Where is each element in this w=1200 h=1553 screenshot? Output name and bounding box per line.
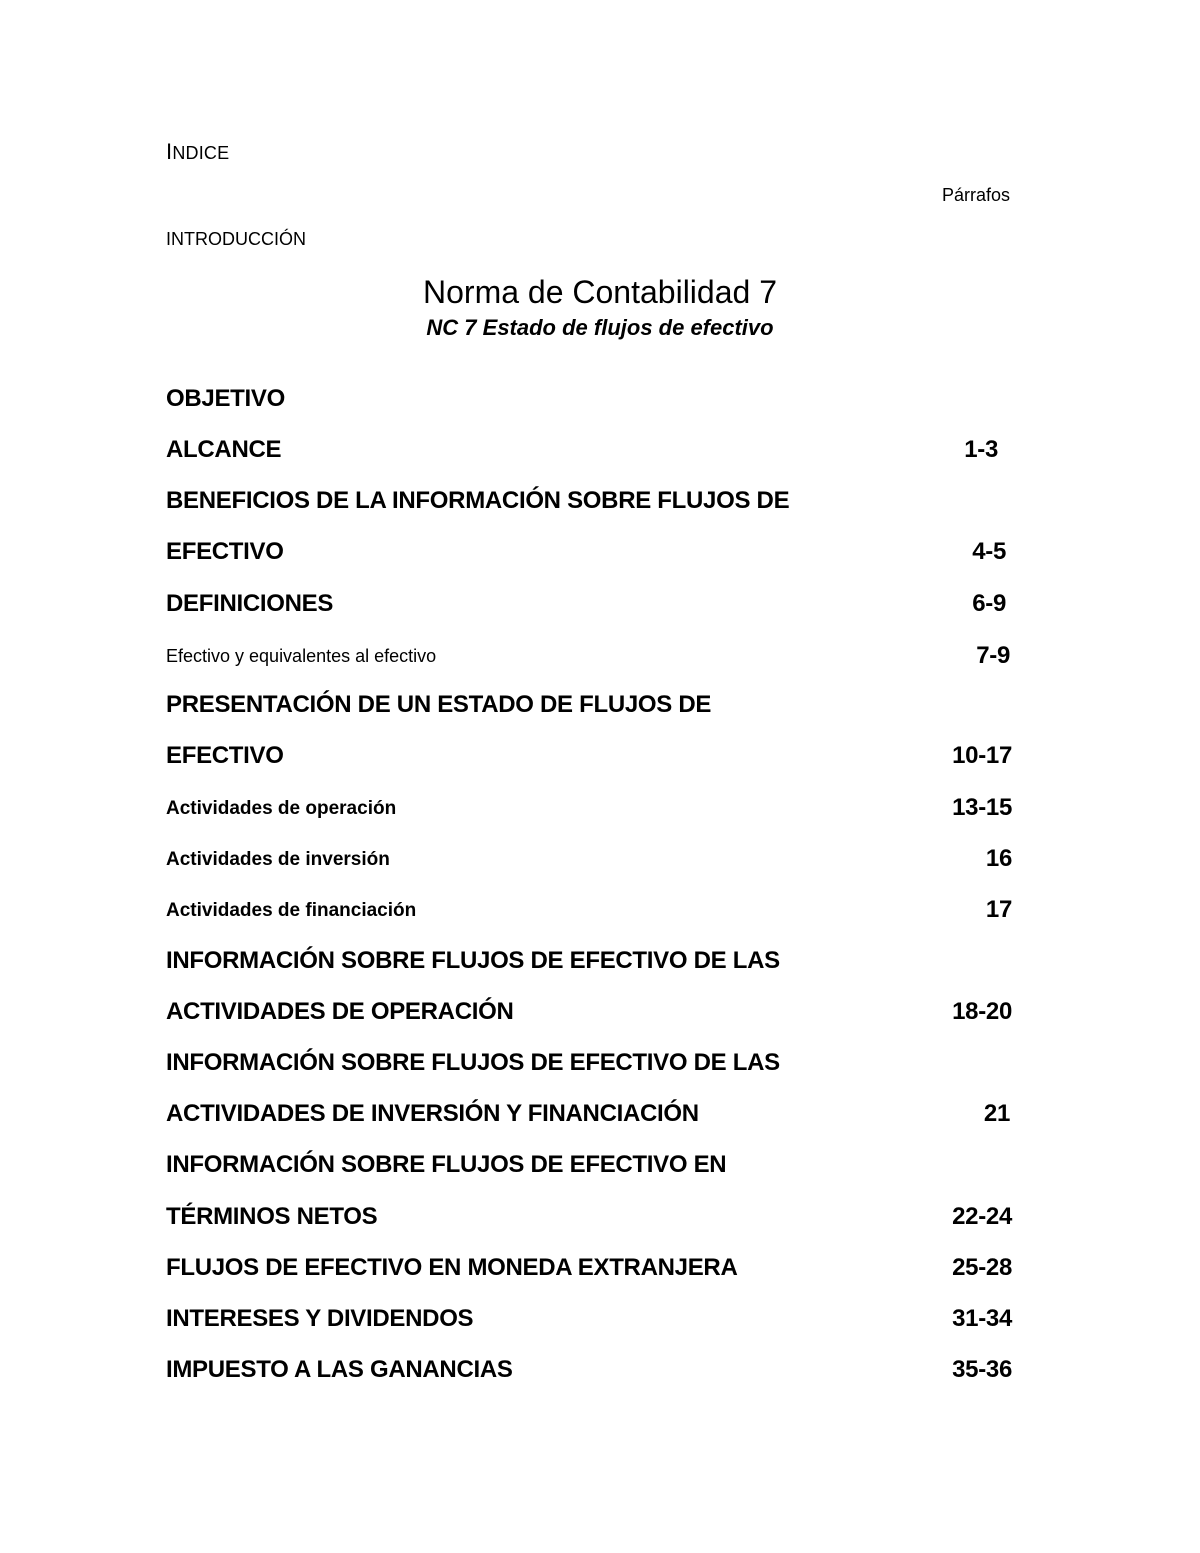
introduction-label: INTRODUCCIÓN [166,229,306,249]
toc-actividades-financiacion-label: Actividades de financiación [166,900,417,921]
toc-objetivo-label: OBJETIVO [166,385,285,412]
toc-presentacion-paragraphs: 10-17 [952,742,1012,769]
toc-info-netos-paragraphs: 22-24 [952,1203,1012,1230]
toc-alcance-label: ALCANCE [166,436,282,463]
toc-actividades-operacion-paragraphs: 13-15 [952,794,1012,821]
toc-actividades-inversion-paragraphs: 16 [985,845,1012,872]
index-heading-initial: I [166,139,173,164]
toc-beneficios-label-line1: BENEFICIOS DE LA INFORMACIÓN SOBRE FLUJOS DE [166,487,790,514]
toc-moneda-extranjera-paragraphs: 25-28 [952,1254,1012,1281]
toc-efectivo-equivalentes-label: Efectivo y equivalentes al efectivo [166,646,437,666]
document-subtitle: NC 7 Estado de flujos de efectivo [426,315,774,340]
toc-impuesto-label: IMPUESTO A LAS GANANCIAS [166,1356,513,1383]
toc-beneficios-paragraphs: 4-5 [972,538,1006,565]
toc-presentacion-label-line2: EFECTIVO [166,742,284,769]
toc-actividades-inversion-label: Actividades de inversión [166,849,390,870]
toc-info-netos-label-line1: INFORMACIÓN SOBRE FLUJOS DE EFECTIVO EN [166,1151,727,1178]
toc-intereses-label: INTERESES Y DIVIDENDOS [166,1305,474,1332]
toc-actividades-operacion-label: Actividades de operación [166,798,397,819]
toc-info-inversion-paragraphs: 21 [983,1100,1010,1127]
toc-definiciones-label: DEFINICIONES [166,590,334,617]
toc-definiciones-paragraphs: 6-9 [972,590,1006,617]
toc-intereses-paragraphs: 31-34 [952,1305,1012,1332]
index-heading-rest: NDICE [172,143,230,163]
toc-info-inversion-label-line1: INFORMACIÓN SOBRE FLUJOS DE EFECTIVO DE LAS [166,1049,780,1076]
toc-beneficios-label-line2: EFECTIVO [166,538,284,565]
toc-efectivo-equivalentes-paragraphs: 7-9 [976,642,1010,669]
document-title: Norma de Contabilidad 7 [423,274,777,310]
toc-info-operacion-label-line1: INFORMACIÓN SOBRE FLUJOS DE EFECTIVO DE LAS [166,947,780,974]
toc-info-operacion-label-line2: ACTIVIDADES DE OPERACIÓN [166,998,514,1025]
paragraphs-column-header: Párrafos [942,185,1011,205]
toc-info-operacion-paragraphs: 18-20 [952,998,1012,1025]
toc-impuesto-paragraphs: 35-36 [952,1356,1012,1383]
index-heading [166,139,229,165]
toc-alcance-paragraphs: 1-3 [964,436,998,463]
toc-presentacion-label-line1: PRESENTACIÓN DE UN ESTADO DE FLUJOS DE [166,691,712,718]
toc-actividades-financiacion-paragraphs: 17 [985,896,1012,923]
toc-info-netos-label-line2: TÉRMINOS NETOS [166,1203,378,1230]
toc-moneda-extranjera-label: FLUJOS DE EFECTIVO EN MONEDA EXTRANJERA [166,1254,738,1281]
toc-info-inversion-label-line2: ACTIVIDADES DE INVERSIÓN Y FINANCIACIÓN [166,1100,699,1127]
